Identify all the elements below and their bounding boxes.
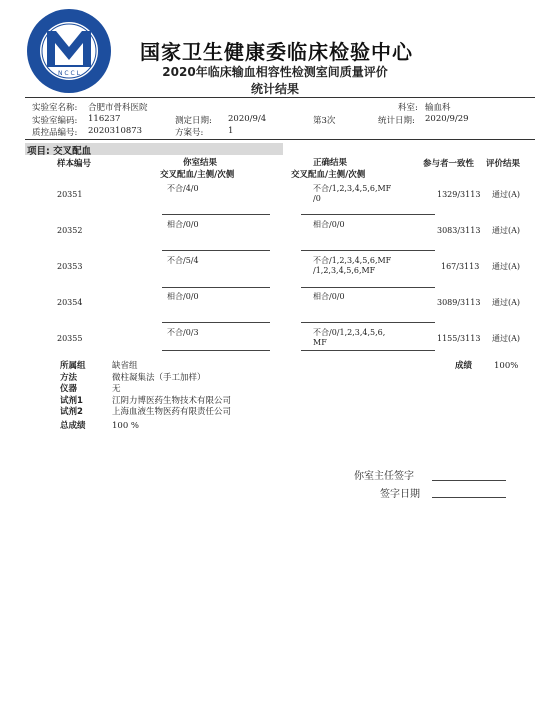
info-bottom-rule bbox=[25, 139, 535, 140]
col-sample: 样本编号 bbox=[57, 159, 92, 169]
row-correct-line2: MF bbox=[313, 338, 327, 347]
group-label: 所属组 bbox=[60, 361, 86, 371]
row-evaluation: 通过(A) bbox=[492, 262, 521, 271]
row-evaluation: 通过(A) bbox=[492, 334, 521, 343]
report-subtitle: 2020年临床输血相容性检测室间质量评价 bbox=[162, 65, 388, 79]
instrument: 无 bbox=[112, 384, 121, 394]
dept-label: 科室: bbox=[398, 103, 418, 113]
row-sample: 20351 bbox=[57, 190, 83, 199]
row-underline bbox=[301, 350, 435, 351]
director-sign-label: 你室主任签字 bbox=[354, 471, 414, 482]
col-your-result-sub: 交叉配血/主侧/次侧 bbox=[160, 170, 235, 180]
sign-date-label: 签字日期 bbox=[380, 489, 420, 500]
col-correct: 正确结果 bbox=[313, 158, 348, 168]
row-correct-line2: /1,2,3,4,5,6,MF bbox=[313, 266, 376, 275]
reagent2: 上海血液生物医药有限责任公司 bbox=[112, 407, 232, 417]
row-underline bbox=[162, 250, 270, 251]
row-consistency: 3089/3113 bbox=[437, 298, 481, 307]
row-sample: 20355 bbox=[57, 334, 83, 343]
row-consistency: 1329/3113 bbox=[437, 190, 481, 199]
row-correct-line1: 相合/0/0 bbox=[313, 292, 345, 301]
scheme: 1 bbox=[228, 126, 234, 136]
lab-name: 合肥市骨科医院 bbox=[88, 103, 148, 113]
row-correct-line2: /0 bbox=[313, 194, 321, 203]
row-underline bbox=[301, 287, 435, 288]
col-correct-sub: 交叉配血/主侧/次侧 bbox=[291, 170, 366, 180]
stat-date: 2020/9/29 bbox=[425, 114, 469, 124]
col-consistency: 参与者一致性 bbox=[423, 159, 475, 169]
total-label: 总成绩 bbox=[60, 421, 86, 431]
row-underline bbox=[162, 287, 270, 288]
report-subtitle-2: 统计结果 bbox=[250, 82, 299, 96]
row-evaluation: 通过(A) bbox=[492, 190, 521, 199]
section-label: 项目: 交叉配血 bbox=[27, 146, 92, 157]
row-your-result: 相合/0/0 bbox=[167, 292, 199, 301]
row-correct-line1: 不合/1,2,3,4,5,6,MF bbox=[313, 256, 392, 265]
reagent1: 江阴力博医药生物技术有限公司 bbox=[112, 396, 232, 406]
lab-code: 116237 bbox=[88, 114, 121, 124]
lab-code-label: 实验室编码: bbox=[32, 116, 78, 126]
instrument-label: 仪器 bbox=[60, 384, 78, 394]
row-consistency: 167/3113 bbox=[441, 262, 480, 271]
sign-date-line[interactable] bbox=[432, 497, 506, 498]
row-evaluation: 通过(A) bbox=[492, 298, 521, 307]
row-sample: 20352 bbox=[57, 226, 83, 235]
col-evaluation: 评价结果 bbox=[486, 159, 521, 169]
stat-date-label: 统计日期: bbox=[378, 116, 415, 126]
logo-letters: N C C L bbox=[58, 70, 80, 77]
qc-no-label: 质控品编号: bbox=[32, 128, 78, 138]
row-underline bbox=[162, 214, 270, 215]
group: 缺省组 bbox=[112, 361, 138, 371]
row-correct-line1: 不合/1,2,3,4,5,6,MF bbox=[313, 184, 392, 193]
row-underline bbox=[301, 250, 435, 251]
score-label: 成绩 bbox=[455, 361, 473, 371]
reagent1-label: 试剂1 bbox=[60, 396, 83, 406]
row-underline bbox=[301, 214, 435, 215]
row-underline bbox=[162, 350, 270, 351]
row-consistency: 1155/3113 bbox=[437, 334, 481, 343]
method-label: 方法 bbox=[60, 373, 78, 383]
round: 第3次 bbox=[313, 116, 336, 126]
score: 100% bbox=[494, 361, 519, 371]
row-your-result: 不合/0/3 bbox=[167, 328, 199, 337]
col-your-result: 你室结果 bbox=[183, 158, 218, 168]
row-your-result: 相合/0/0 bbox=[167, 220, 199, 229]
method: 微柱凝集法（手工加样） bbox=[112, 373, 206, 383]
row-underline bbox=[301, 322, 435, 323]
dept: 输血科 bbox=[425, 103, 451, 113]
row-correct-line1: 相合/0/0 bbox=[313, 220, 345, 229]
total: 100 % bbox=[112, 421, 140, 431]
reagent2-label: 试剂2 bbox=[60, 407, 83, 417]
row-evaluation: 通过(A) bbox=[492, 226, 521, 235]
test-date-label: 测定日期: bbox=[175, 116, 212, 126]
director-sign-line[interactable] bbox=[432, 480, 506, 481]
row-underline bbox=[162, 322, 270, 323]
row-correct-line1: 不合/0/1,2,3,4,5,6, bbox=[313, 328, 386, 337]
row-your-result: 不合/4/0 bbox=[167, 184, 199, 193]
lab-info bbox=[0, 0, 550, 140]
page-title: 国家卫生健康委临床检验中心 bbox=[140, 40, 413, 64]
qc-no: 2020310873 bbox=[88, 126, 143, 136]
row-your-result: 不合/5/4 bbox=[167, 256, 199, 265]
row-sample: 20354 bbox=[57, 298, 83, 307]
row-consistency: 3083/3113 bbox=[437, 226, 481, 235]
row-sample: 20353 bbox=[57, 262, 83, 271]
scheme-label: 方案号: bbox=[175, 128, 204, 138]
lab-name-label: 实验室名称: bbox=[32, 103, 78, 113]
test-date: 2020/9/4 bbox=[228, 114, 267, 124]
